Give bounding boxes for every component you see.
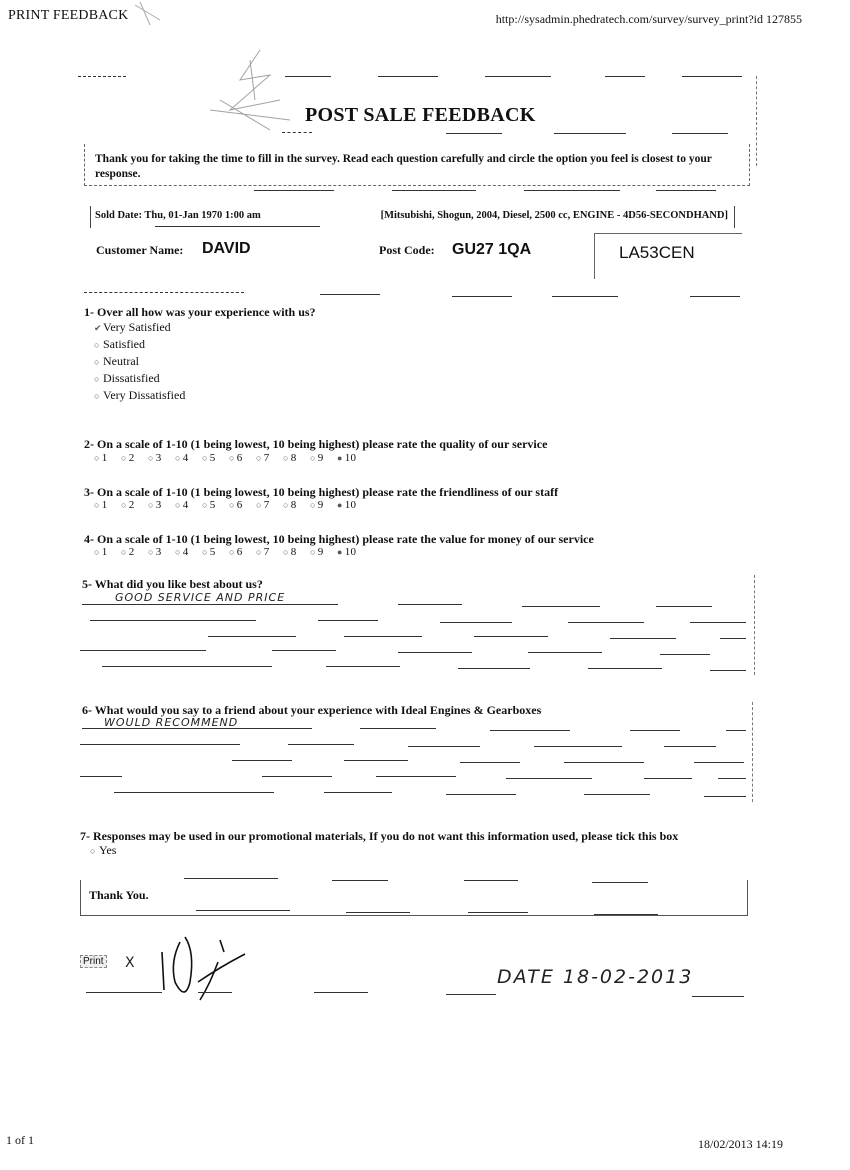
- rating-option: ○ 6: [229, 499, 243, 511]
- q4-rating-scale[interactable]: [94, 546, 364, 558]
- question-4: 4- On a scale of 1-10 (1 being lowest, 10 being highest) please rate the value for money of our service: [84, 532, 594, 546]
- postcode-label: Post Code:: [379, 243, 435, 257]
- rating-option: ○ 5: [202, 499, 216, 511]
- q1-option-neutral[interactable]: ○ Neutral: [94, 354, 139, 368]
- print-button[interactable]: Print: [80, 955, 107, 968]
- rating-option: ○ 7: [256, 452, 270, 464]
- thank-you-box: [80, 880, 748, 916]
- rating-option: ○ 4: [175, 499, 189, 511]
- rating-option: ○ 2: [121, 452, 135, 464]
- rating-option: ○ 9: [310, 546, 324, 558]
- registration-value: LA53CEN: [619, 243, 695, 262]
- print-timestamp: 18/02/2013 14:19: [698, 1137, 784, 1151]
- postcode-value: GU27 1QA: [452, 241, 532, 258]
- rating-option-selected: ● 10: [337, 499, 357, 511]
- rating-option: ○ 3: [148, 499, 162, 511]
- rating-option: ○ 3: [148, 452, 162, 464]
- rating-option: ○ 3: [148, 546, 162, 558]
- sold-date: Sold Date: Thu, 01-Jan 1970 1:00 am: [95, 210, 261, 221]
- question-7: 7- Responses may be used in our promotional materials, If you do not want this information used, please tick this box: [80, 829, 679, 843]
- question-2: 2- On a scale of 1-10 (1 being lowest, 10 being highest) please rate the quality of our service: [84, 437, 548, 451]
- q1-option-satisfied[interactable]: ○ Satisfied: [94, 337, 145, 351]
- rating-option: ○ 2: [121, 546, 135, 558]
- q5-handwritten-answer: GOOD SERVICE AND PRICE: [115, 591, 286, 604]
- rating-option: ○ 2: [121, 499, 135, 511]
- rating-option: ○ 5: [202, 546, 216, 558]
- rating-option: ○ 9: [310, 499, 324, 511]
- rating-option: ○ 5: [202, 452, 216, 464]
- rating-option: ○ 1: [94, 546, 108, 558]
- scan-smudge-icon: [130, 0, 170, 30]
- scan-smudge-icon: [200, 40, 310, 140]
- rating-option: ○ 8: [283, 452, 297, 464]
- question-3: 3- On a scale of 1-10 (1 being lowest, 10 being highest) please rate the friendliness of our staff: [84, 485, 559, 499]
- intro-text: Thank you for taking the time to fill in the survey. Read each question carefully and circle the option you feel is closest to your response.: [84, 144, 750, 186]
- rating-option: ○ 1: [94, 452, 108, 464]
- rating-option: ○ 7: [256, 546, 270, 558]
- rating-option: ○ 7: [256, 499, 270, 511]
- customer-name-value: DAVID: [202, 240, 251, 257]
- sale-details-row: [90, 206, 735, 228]
- rating-option: ○ 6: [229, 452, 243, 464]
- signature-mark: X: [125, 955, 136, 971]
- vehicle-details: [Mitsubishi, Shogun, 2004, Diesel, 2500 cc, ENGINE - 4D56-SECONDHAND]: [380, 210, 728, 221]
- rating-option: ○ 4: [175, 546, 189, 558]
- rating-option-selected: ● 10: [337, 452, 357, 464]
- page-title: POST SALE FEEDBACK: [305, 104, 536, 126]
- rating-option: ○ 8: [283, 499, 297, 511]
- question-5: 5- What did you like best about us?: [82, 577, 263, 591]
- q1-option-very-dissatisfied[interactable]: ○ Very Dissatisfied: [94, 388, 186, 402]
- q6-handwritten-answer: WOULD RECOMMEND: [104, 716, 239, 729]
- rating-option-selected: ● 10: [337, 546, 357, 558]
- q2-rating-scale[interactable]: [94, 452, 364, 464]
- thank-you-text: Thank You.: [89, 888, 149, 902]
- customer-name-label: Customer Name:: [96, 243, 184, 257]
- question-6: 6- What would you say to a friend about your experience with Ideal Engines & Gearboxes: [82, 703, 542, 717]
- rating-option: ○ 8: [283, 546, 297, 558]
- rating-option: ○ 6: [229, 546, 243, 558]
- page-url: http://sysadmin.phedratech.com/survey/survey_print?id 127855: [495, 12, 802, 26]
- signature-icon: [150, 912, 270, 1012]
- handwritten-date: DATE 18-02-2013: [497, 966, 694, 988]
- print-feedback-header: PRINT FEEDBACK: [8, 8, 129, 23]
- rating-option: ○ 4: [175, 452, 189, 464]
- q1-option-dissatisfied[interactable]: ○ Dissatisfied: [94, 371, 160, 385]
- q7-option-yes[interactable]: ○ Yes: [90, 843, 117, 857]
- q3-rating-scale[interactable]: [94, 499, 364, 511]
- question-1: 1- Over all how was your experience with us?: [84, 305, 316, 319]
- page-count: 1 of 1: [6, 1133, 34, 1147]
- q1-option-very-satisfied[interactable]: ✔Very Satisfied: [94, 320, 171, 334]
- rating-option: ○ 1: [94, 499, 108, 511]
- rating-option: ○ 9: [310, 452, 324, 464]
